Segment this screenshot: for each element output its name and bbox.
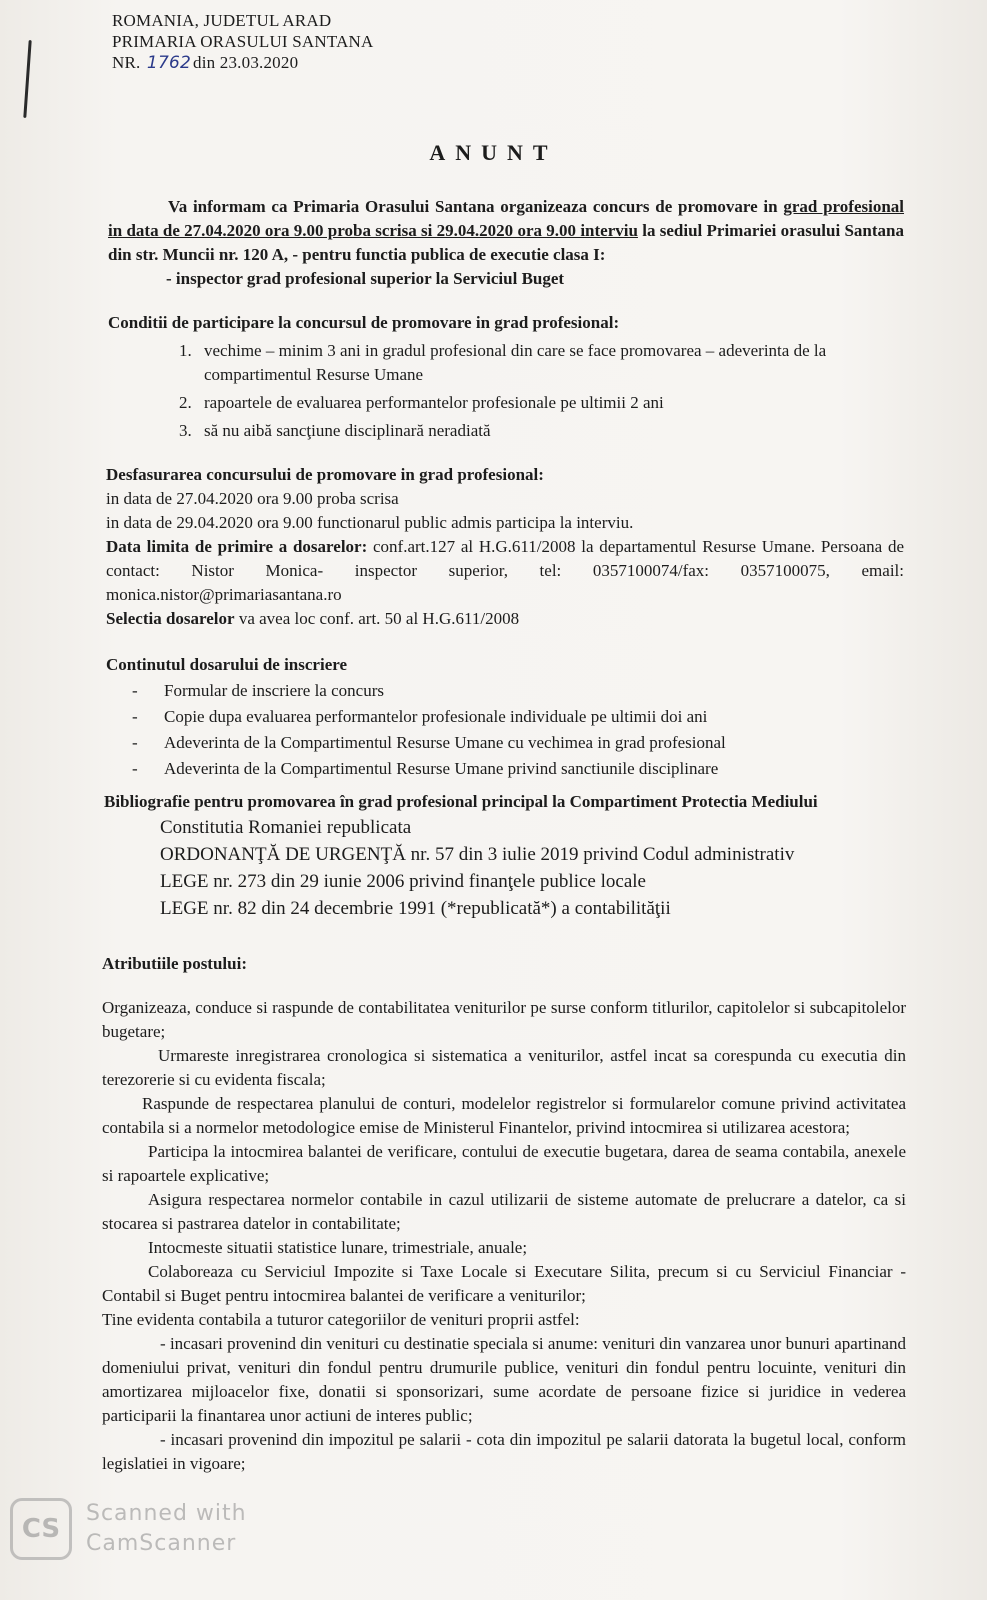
condition-item: 2. rapoartele de evaluarea performantelor profesionale pe ultimii 2 ani [196,391,904,415]
intro-underlined-dates: grad profesional in data de 27.04.2020 ora 9.00 proba scrisa si 29.04.2020 ora 9.00 interviu [108,197,905,240]
bibliography-item: LEGE nr. 82 din 24 decembrie 1991 (*republicată*) a contabilităţii [160,898,671,919]
camscanner-logo-icon: CS [10,1498,72,1560]
dossier-contents-list [106,679,904,781]
registration-number [112,52,374,74]
selection-label: Selectia dosarelor [106,609,235,628]
document-title: ANUNT [429,140,558,165]
conditions-heading: Conditii de participare la concursul de promovare in grad profesional: [108,313,620,332]
duties-section [102,952,906,1476]
desfasurare-line-written: in data de 27.04.2020 ora 9.00 proba scrisa [106,489,399,508]
watermark-line2: CamScanner [86,1531,237,1556]
intro-text-a: Va informam ca Primaria Orasului Santana organizeaza concurs de promovare in [168,197,784,216]
desfasurare-section [106,463,904,631]
conditions-list [108,339,904,443]
handwritten-margin-mark [23,40,31,118]
header-line-country: ROMANIA, JUDETUL ARAD [112,11,332,30]
dossier-item: - Adeverinta de la Compartimentul Resurse Umane cu vechimea in grad profesional [132,731,904,755]
condition-item: 3. să nu aibă sancţiune disciplinară neradiată [196,419,904,443]
intro-section [108,195,904,447]
nr-date: din 23.03.2020 [193,53,299,72]
bibliography-section [104,790,904,922]
bibliography-item: ORDONANŢĂ DE URGENŢĂ nr. 57 din 3 iulie 2019 privind Codul administrativ [160,844,795,865]
header-line-institution: PRIMARIA ORASULUI SANTANA [112,32,374,51]
deadline-text: conf.art.127 al H.G.611/2008 la departamentul Resurse Umane. Persoana de contact: Nistor Monica- inspector superior, tel: 0357100074/fax: 0357100075, email: monica.nistor@primariasantana.ro [106,537,904,604]
desfasurare-line-interview: in data de 29.04.2020 ora 9.00 functionarul public admis participa la interviu. [106,513,634,532]
deadline-paragraph [106,535,904,607]
duty-paragraph: Urmareste inregistrarea cronologica si sistematica a veniturilor, astfel incat sa corespunda cu executia din terezorerie si cu evidenta fiscala; [102,1046,906,1089]
duties-heading: Atributiile postului: [102,954,247,973]
duty-paragraph: Intocmeste situatii statistice lunare, trimestriale, anuale; [148,1238,528,1257]
duty-paragraph: Colaboreaza cu Serviciul Impozite si Taxe Locale si Executare Silita, precum si cu Serviciul Financiar - Contabil si Buget pentru intocmirea balantei de verificare a veniturilor; [102,1262,906,1305]
duty-paragraph: Raspunde de respectarea planului de conturi, modelelor registrelor si formularelor comune privind activitatea contabila si a normelor metodologice emise de Ministerul Finantelor, privind intocmirea si utilizarea acestora; [102,1094,906,1137]
intro-text-b: la sediul Primariei orasului Santana din str. Muncii nr. 120 A, - pentru functia publica de executie clasa I: [108,221,904,264]
duty-paragraph: - incasari provenind din venituri cu destinatie speciala si anume: venituri din vanzarea unor bunuri apartinand domeniului privat, venituri din fondul pentru drumurile publice, venituri din fondul pentru locuinte, venituri din amortizarea mijloacelor fixe, donatii si sponsorizari, sume acordate de persoane fizice si juridice in vederea participarii la finantarea unor actiuni de interes public; [102,1334,906,1425]
bibliography-item: Constitutia Romaniei republicata [160,817,412,838]
duty-paragraph: Participa la intocmirea balantei de verificare, contului de executie bugetara, darea de seama contabila, anexele si rapoartele explicative; [102,1142,906,1185]
dossier-contents-section [106,653,904,783]
dossier-item: - Adeverinta de la Compartimentul Resurse Umane privind sanctiunile disciplinare [132,757,904,781]
duty-paragraph: Asigura respectarea normelor contabile in cazul utilizarii de sisteme automate de prelucrare a datelor, ca si stocarea si pastrarea datelor in contabilitate; [102,1190,906,1233]
duty-paragraph: - incasari provenind din impozitul pe salarii - cota din impozitul pe salarii datorata la bugetul local, conform legislatiei in vigoare; [102,1430,906,1473]
nr-prefix: NR. [112,53,141,72]
camscanner-watermark [10,1498,247,1560]
watermark-text [86,1499,247,1559]
selection-text: va avea loc conf. art. 50 al H.G.611/2008 [234,609,520,628]
condition-item: 1. vechime – minim 3 ani in gradul profesional din care se face promovarea – adeverinta de la compartimentul Resurse Umane [196,339,904,387]
bibliography-list [104,814,904,922]
dossier-item: - Copie dupa evaluarea performantelor profesionale individuale pe ultimii doi ani [132,705,904,729]
nr-handwritten: 1762 [146,53,191,73]
dossier-contents-heading: Continutul dosarului de inscriere [106,655,348,674]
intro-paragraph [108,195,904,267]
deadline-label: Data limita de primire a dosarelor: [106,537,368,556]
document-header [112,10,374,74]
dossier-item: - Formular de inscriere la concurs [132,679,904,703]
bibliography-item: LEGE nr. 273 din 29 iunie 2006 privind finanţele publice locale [160,871,646,892]
watermark-line1: Scanned with [86,1501,247,1526]
position-bullet: - inspector grad profesional superior la Serviciul Buget [166,269,565,288]
selection-paragraph [106,607,904,631]
duty-paragraph: Tine evidenta contabila a tuturor categoriilor de venituri proprii astfel: [102,1310,580,1329]
duty-paragraph: Organizeaza, conduce si raspunde de contabilitatea veniturilor pe surse conform titlurilor, capitolelor si subcapitolelor bugetare; [102,998,906,1041]
bibliography-heading: Bibliografie pentru promovarea în grad profesional principal la Compartiment Protectia Mediului [104,792,818,811]
desfasurare-heading: Desfasurarea concursului de promovare in grad profesional: [106,465,544,484]
